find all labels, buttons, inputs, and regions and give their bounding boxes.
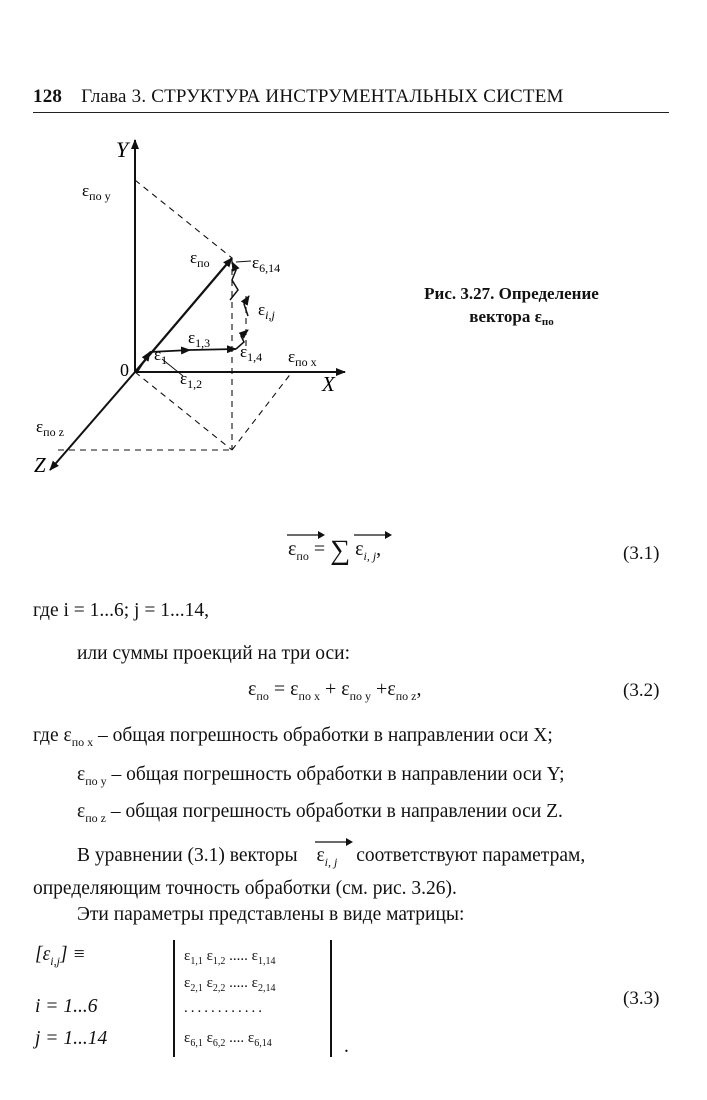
matrix-j-range: j = 1...14 [35, 1028, 108, 1049]
vector-eps-i-j [244, 296, 249, 316]
label-eps-po: $\varepsilon_{по}$ [190, 248, 210, 270]
matrix-row-6: $\varepsilon_{6,1}$ $\varepsilon_{6,2}$ .... $\varepsilon_{6,14}$ [184, 1030, 272, 1049]
equation-3-2: $\varepsilon_{по} = \varepsilon_{по x} + \varepsilon_{по y} +\varepsilon_{по z}$, [248, 678, 422, 703]
equation-number-3-3: (3.3) [623, 988, 660, 1009]
matrix-right-bar [330, 940, 332, 1057]
matrix-row-1: $\varepsilon_{1,1}$ $\varepsilon_{1,2}$ ..... $\varepsilon_{1,14}$ [184, 948, 276, 967]
equation-3-1: $\varepsilon_{по}$ = ∑ $\varepsilon_{i, j}$, [288, 535, 381, 567]
label-eps-po-x: $\varepsilon_{по x}$ [288, 347, 317, 369]
label-eps-1-2: $\varepsilon_{1,2}$ [180, 369, 203, 391]
label-eps-1-4: $\varepsilon_{1,4}$ [240, 342, 263, 364]
projection-lines [58, 180, 292, 450]
paragraph-vectors-line1: В уравнении (3.1) векторы $\varepsilon_{i, j}$ соответствуют параметрам, [77, 845, 585, 870]
matrix-i-range: i = 1...6 [35, 996, 98, 1017]
axis-y-label: Y [116, 137, 129, 162]
axis-z-label: Z [34, 453, 46, 477]
matrix-lhs: $[\varepsilon_{i,j}]$ ≡ [35, 944, 86, 968]
label-eps-1: $\varepsilon_1$ [154, 345, 168, 367]
z-axis [50, 372, 135, 470]
caption-line-1: Рис. 3.27. Определение [424, 284, 599, 303]
paragraph-vectors-line2: определяющим точность обработки (см. рис. 3.26). [33, 878, 457, 899]
caption-line-2: вектора $\varepsilon_{по}$ [469, 307, 554, 328]
label-eps-po-y: $\varepsilon_{по y}$ [82, 181, 111, 203]
page-number: 128 [33, 86, 63, 107]
vector-diagram [0, 0, 707, 500]
text-where-indices: где i = 1...6; j = 1...14, [33, 600, 209, 621]
origin-label: 0 [120, 360, 129, 380]
label-eps-1-3: $\varepsilon_{1,3}$ [188, 328, 211, 350]
chapter-title: Глава 3. СТРУКТУРА ИНСТРУМЕНТАЛЬНЫХ СИСТЕМ [81, 86, 564, 107]
paragraph-matrix-intro: Эти параметры представлены в виде матрицы: [77, 904, 465, 925]
matrix-row-dots: ............ [184, 1000, 265, 1016]
matrix-row-2: $\varepsilon_{2,1}$ $\varepsilon_{2,2}$ ..... $\varepsilon_{2,14}$ [184, 975, 276, 994]
definition-z: $\varepsilon_{по z}$ – общая погрешность обработки в направлении оси Z. [77, 801, 563, 825]
label-eps-6-14: $\varepsilon_{6,14}$ [252, 253, 281, 275]
definition-y: $\varepsilon_{по y}$ – общая погрешность обработки в направлении оси Y; [77, 764, 565, 788]
axis-x-label: X [322, 372, 335, 396]
vector-eps-6-14 [230, 262, 238, 300]
vector-eps-1 [137, 352, 150, 372]
equation-number-3-2: (3.2) [623, 680, 660, 701]
matrix-period: . [344, 1036, 349, 1057]
definition-x: где $\varepsilon_{по x}$ – общая погрешность обработки в направлении оси X; [33, 725, 553, 749]
matrix-left-bar [173, 940, 175, 1057]
figure-caption [385, 282, 638, 334]
vector-eps-po [135, 258, 232, 372]
equation-number-3-1: (3.1) [623, 543, 660, 564]
leader-6-14 [236, 261, 251, 262]
text-or-sums: или суммы проекций на три оси: [77, 643, 351, 664]
label-eps-po-z: $\varepsilon_{по z}$ [36, 417, 64, 439]
label-eps-i-j: $\varepsilon_{i,j}$ [258, 300, 275, 322]
